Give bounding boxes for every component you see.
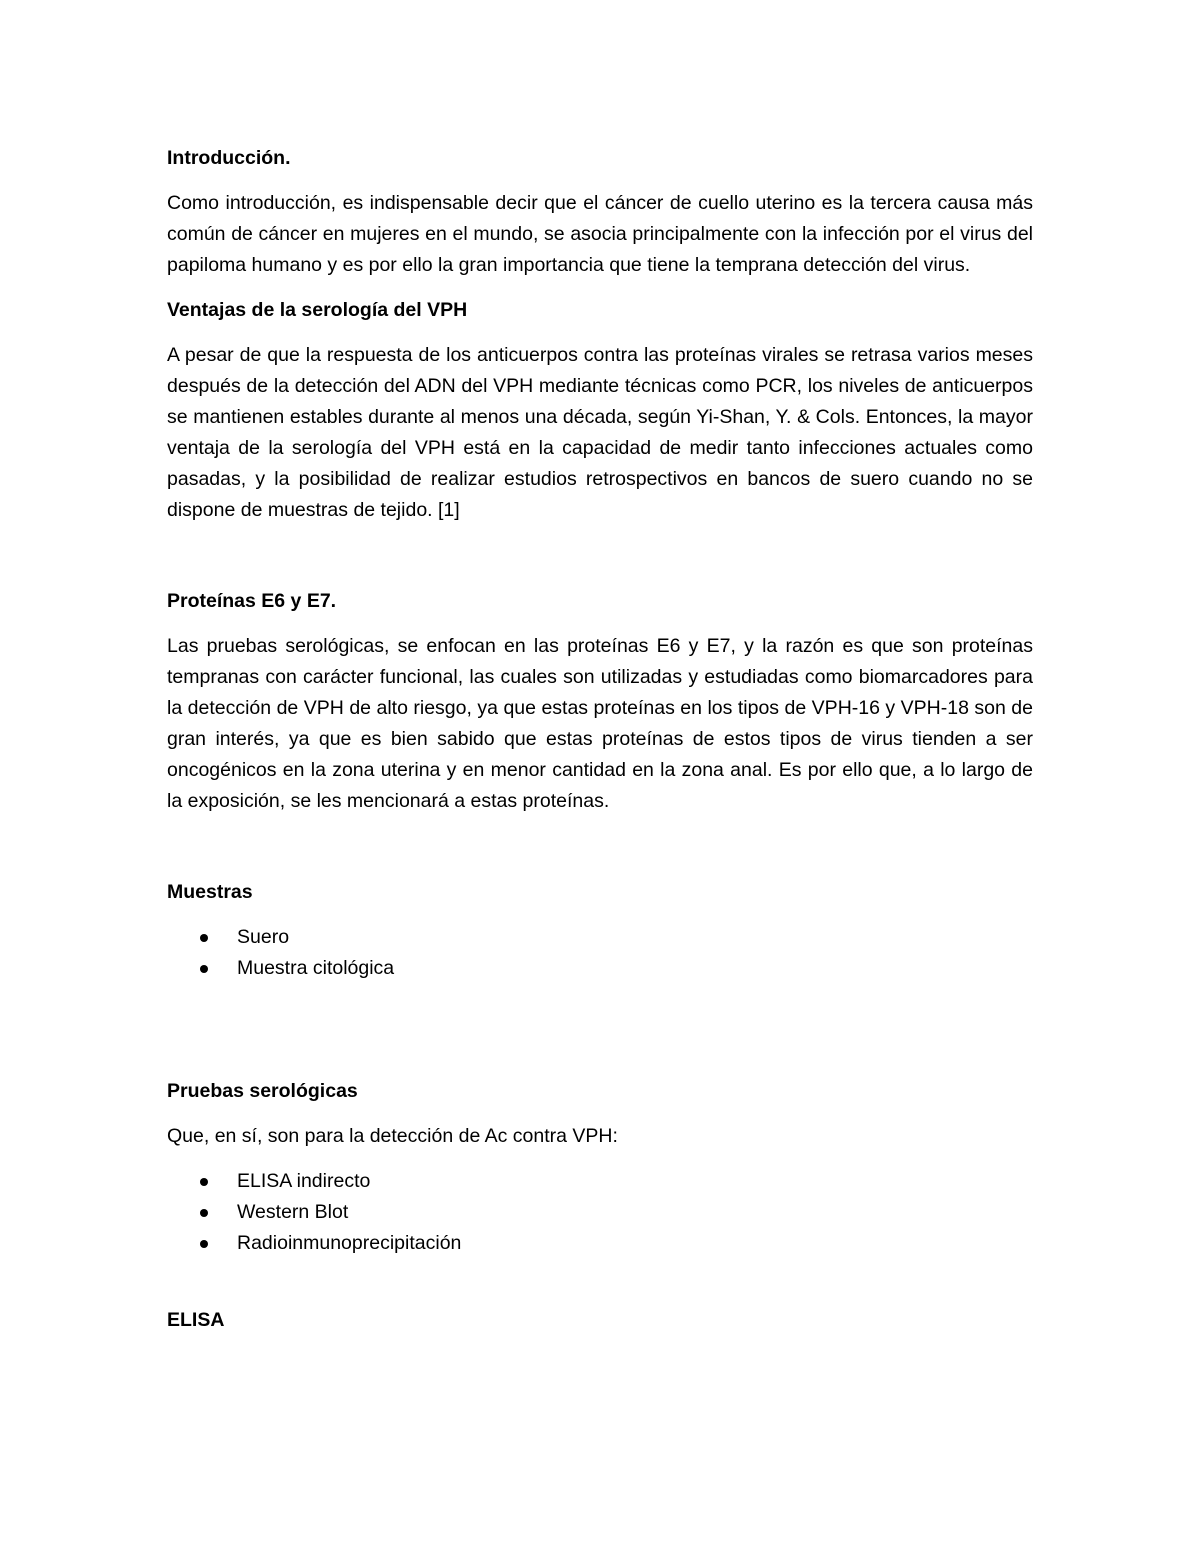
paragraph-proteinas: Las pruebas serológicas, se enfocan en las proteínas E6 y E7, y la razón es que son proteínas tempranas con carácter funcional, las cuales son utilizadas y estudiadas como biomarcadores para la detección de VPH de alto riesgo, ya que estas proteínas en los tipos de VPH-16 y VPH-18 son de gran interés, ya que es bien sabido que estas proteínas de estos tipos de virus tienden a ser oncogénicos en la zona uterina y en menor cantidad en la zona anal. Es por ello que, a lo largo de la exposición, se les mencionará a estas proteínas. <box>167 635 1033 812</box>
list-item: Suero <box>167 922 1033 953</box>
section-introduccion <box>167 143 1033 281</box>
document-content <box>167 143 1033 1350</box>
bullet-icon <box>200 1240 208 1248</box>
heading-elisa: ELISA <box>167 1309 225 1331</box>
list-item: Radioinmunoprecipitación <box>167 1228 1033 1259</box>
list-item: ELISA indirecto <box>167 1166 1033 1197</box>
spacer <box>167 540 1033 586</box>
heading-introduccion: Introducción. <box>167 147 291 169</box>
list-item: Western Blot <box>167 1197 1033 1228</box>
heading-ventajas: Ventajas de la serología del VPH <box>167 299 468 321</box>
section-elisa <box>167 1305 1033 1336</box>
list-item: Muestra citológica <box>167 953 1033 984</box>
heading-pruebas: Pruebas serológicas <box>167 1080 358 1102</box>
bullet-icon <box>200 965 208 973</box>
paragraph-ventajas: A pesar de que la respuesta de los anticuerpos contra las proteínas virales se retrasa varios meses después de la detección del ADN del VPH mediante técnicas como PCR, los niveles de anticuerpos se mantienen estables durante al menos una década, según Yi-Shan, Y. & Cols. Entonces, la mayor ventaja de la serología del VPH está en la capacidad de medir tanto infecciones actuales como pasadas, y la posibilidad de realizar estudios retrospectivos en bancos de suero cuando no se dispone de muestras de tejido. [1] <box>167 344 1033 521</box>
spacer <box>167 831 1033 877</box>
spacer <box>167 984 1033 1076</box>
heading-proteinas: Proteínas E6 y E7. <box>167 590 337 612</box>
muestras-list <box>167 922 1033 984</box>
bullet-icon <box>200 1209 208 1217</box>
bullet-icon <box>200 1178 208 1186</box>
heading-muestras: Muestras <box>167 881 253 903</box>
paragraph-pruebas-intro: Que, en sí, son para la detección de Ac contra VPH: <box>167 1125 618 1147</box>
pruebas-list <box>167 1166 1033 1259</box>
section-proteinas <box>167 586 1033 817</box>
bullet-icon <box>200 934 208 942</box>
section-pruebas <box>167 1076 1033 1259</box>
section-ventajas <box>167 295 1033 526</box>
spacer <box>167 1259 1033 1305</box>
section-muestras <box>167 877 1033 984</box>
paragraph-introduccion: Como introducción, es indispensable decir que el cáncer de cuello uterino es la tercera causa más común de cáncer en mujeres en el mundo, se asocia principalmente con la infección por el virus del papiloma humano y es por ello la gran importancia que tiene la temprana detección del virus. <box>167 192 1033 276</box>
